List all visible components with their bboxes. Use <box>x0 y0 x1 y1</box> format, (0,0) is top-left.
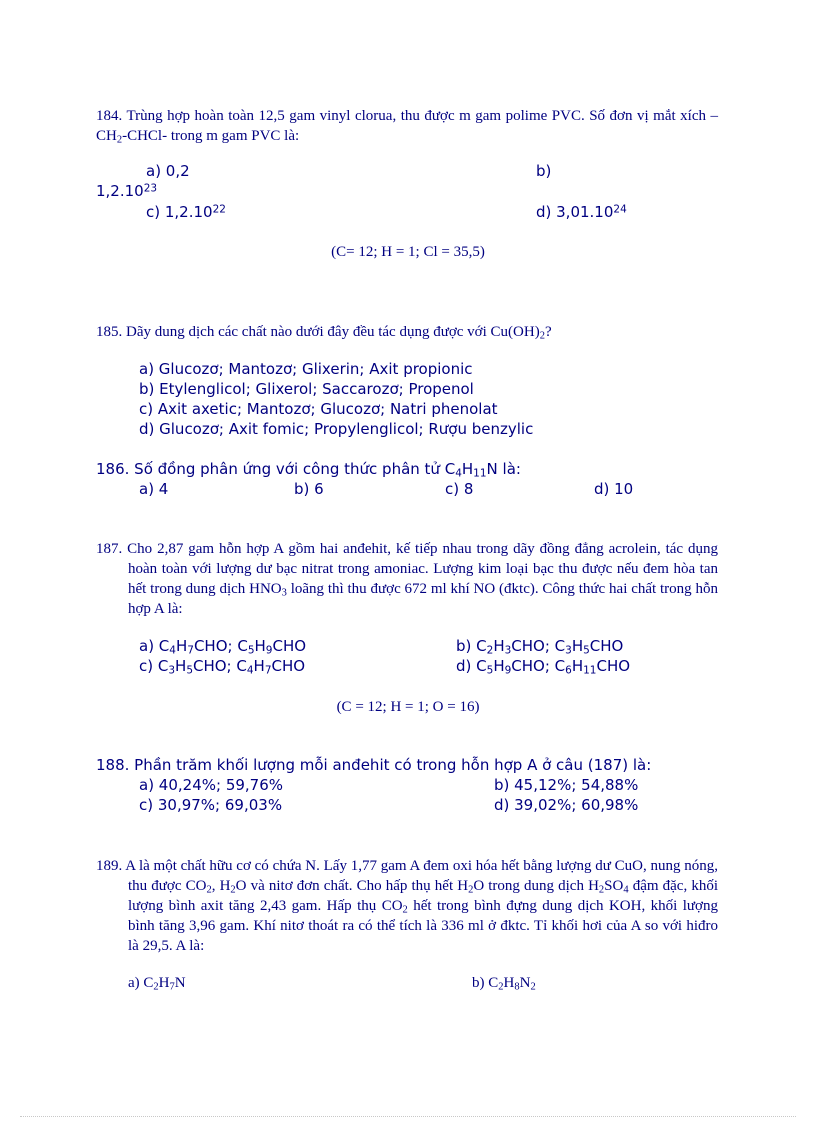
question-185-text-2: ? <box>544 324 552 340</box>
question-184-text-1: Trùng hợp hoàn toàn 12,5 gam vinyl clorua, thu được m gam polime PVC. Số đơn vị mắt xích –CH <box>96 108 718 144</box>
option-185-d: d) Glucozơ; Axit fomic; Propylenglicol; Rượu benzylic <box>139 420 534 438</box>
question-187 <box>96 539 718 619</box>
note-184: (C= 12; H = 1; Cl = 35,5) <box>331 244 485 260</box>
note-187: (C = 12; H = 1; O = 16) <box>336 699 480 715</box>
question-185 <box>96 322 552 342</box>
question-187-text-2: loãng thì thu được 672 ml khí NO (đktc). Công thức hai chất trong hỗn hợp A là: <box>128 581 718 617</box>
option-184-a: a) 0,2 <box>146 162 190 180</box>
subscript: 2 <box>116 134 123 146</box>
subscript: 4 <box>455 467 462 480</box>
superscript: 22 <box>212 203 226 216</box>
option-185-b: b) Etylenglicol; Glixerol; Saccarozơ; Propenol <box>139 380 474 398</box>
subscript: 11 <box>473 467 487 480</box>
option-188-a: a) 40,24%; 59,76% <box>139 776 284 794</box>
question-186-text-1: 186. Số đồng phân ứng với công thức phân tử C <box>96 460 456 478</box>
option-185-a: a) Glucozơ; Mantozơ; Glixerin; Axit propionic <box>139 360 473 378</box>
question-188: 188. Phần trăm khối lượng mỗi anđehit có trong hỗn hợp A ở câu (187) là: <box>96 756 652 774</box>
option-187-b: b) $C_2H_3CHO$; $C_3H_5CHO$ <box>456 637 624 657</box>
option-184-b-base: 1,2.10 <box>96 182 144 200</box>
question-187-number: 187. <box>96 541 123 557</box>
option-184-d <box>536 202 627 222</box>
superscript: 24 <box>613 203 627 216</box>
option-187-d: d) $C_5H_9CHO$; $C_6H_{11}CHO$ <box>456 657 631 677</box>
option-186-c: c) 8 <box>445 480 474 498</box>
option-188-c: c) 30,97%; 69,03% <box>139 796 283 814</box>
option-187-c: c) $C_3H_5CHO$; $C_4H_7CHO$ <box>139 657 306 677</box>
superscript: 23 <box>143 182 158 195</box>
subscript: 2 <box>539 330 545 342</box>
question-189-number: 189. <box>96 858 123 874</box>
option-189-b: b) $C_2H_8N_2$ <box>472 975 536 993</box>
option-184-c-base: c) 1,2.10 <box>146 203 213 221</box>
option-188-b: b) 45,12%; 54,88% <box>494 776 639 794</box>
option-186-a: a) 4 <box>139 480 169 498</box>
option-186-b: b) 6 <box>294 480 324 498</box>
question-186-text-3: N là: <box>486 460 521 478</box>
subscript: 3 <box>281 587 287 599</box>
option-186-d: d) 10 <box>594 480 634 498</box>
option-184-b-label: b) <box>536 162 552 180</box>
question-189: 189. A là một chất hữu cơ có chứa N. Lấy 1,77 gam A đem oxi hóa hết bằng lượng dư CuO, nung nóng, thu được $CO_2$, $H_2O$ và nitơ đơn chất. Cho hấp thụ hết $H_2O$ trong dung dịch $H_2SO_4$ đậm đặc, khối lượng bình axit tăng 2,43 gam. Hấp thụ $CO_2$ hết trong bình đựng dung dịch KOH, khối lượng bình tăng 3,96 gam. Khí nitơ thoát ra có thể tích là 336 ml ở đktc. Tỉ khối hơi của A so với hiđro là 29,5. A là: <box>96 858 718 954</box>
question-184-number: 184. <box>96 108 123 124</box>
question-185-text-1: 185. Dãy dung dịch các chất nào dưới đây đều tác dụng được với Cu(OH) <box>96 324 540 340</box>
question-184 <box>96 106 718 146</box>
page-bottom-divider <box>20 1116 796 1117</box>
question-186-text-2: H <box>461 460 474 478</box>
question-184-text-2: -CHCl- trong m gam PVC là: <box>122 128 300 144</box>
option-185-c: c) Axit axetic; Mantozơ; Glucozơ; Natri phenolat <box>139 400 498 418</box>
option-189-a: a) $C_2H_7N$ <box>128 975 186 993</box>
option-184-d-base: d) 3,01.10 <box>536 203 614 221</box>
question-187-text-1: Cho 2,87 gam hỗn hợp A gồm hai anđehit, kế tiếp nhau trong dãy đồng đẳng acrolein, tác dụng hoàn toàn với lượng dư bạc nitrat trong amoniac. Lượng kim loại bạc thu được nếu đem hòa tan hết trong dung dịch HNO <box>127 541 719 597</box>
question-186 <box>96 459 521 479</box>
option-184-c <box>146 202 226 222</box>
option-184-b-value <box>96 181 157 201</box>
option-187-a: a) $C_4H_7CHO$; $C_5H_9CHO$ <box>139 637 307 657</box>
option-188-d: d) 39,02%; 60,98% <box>494 796 639 814</box>
